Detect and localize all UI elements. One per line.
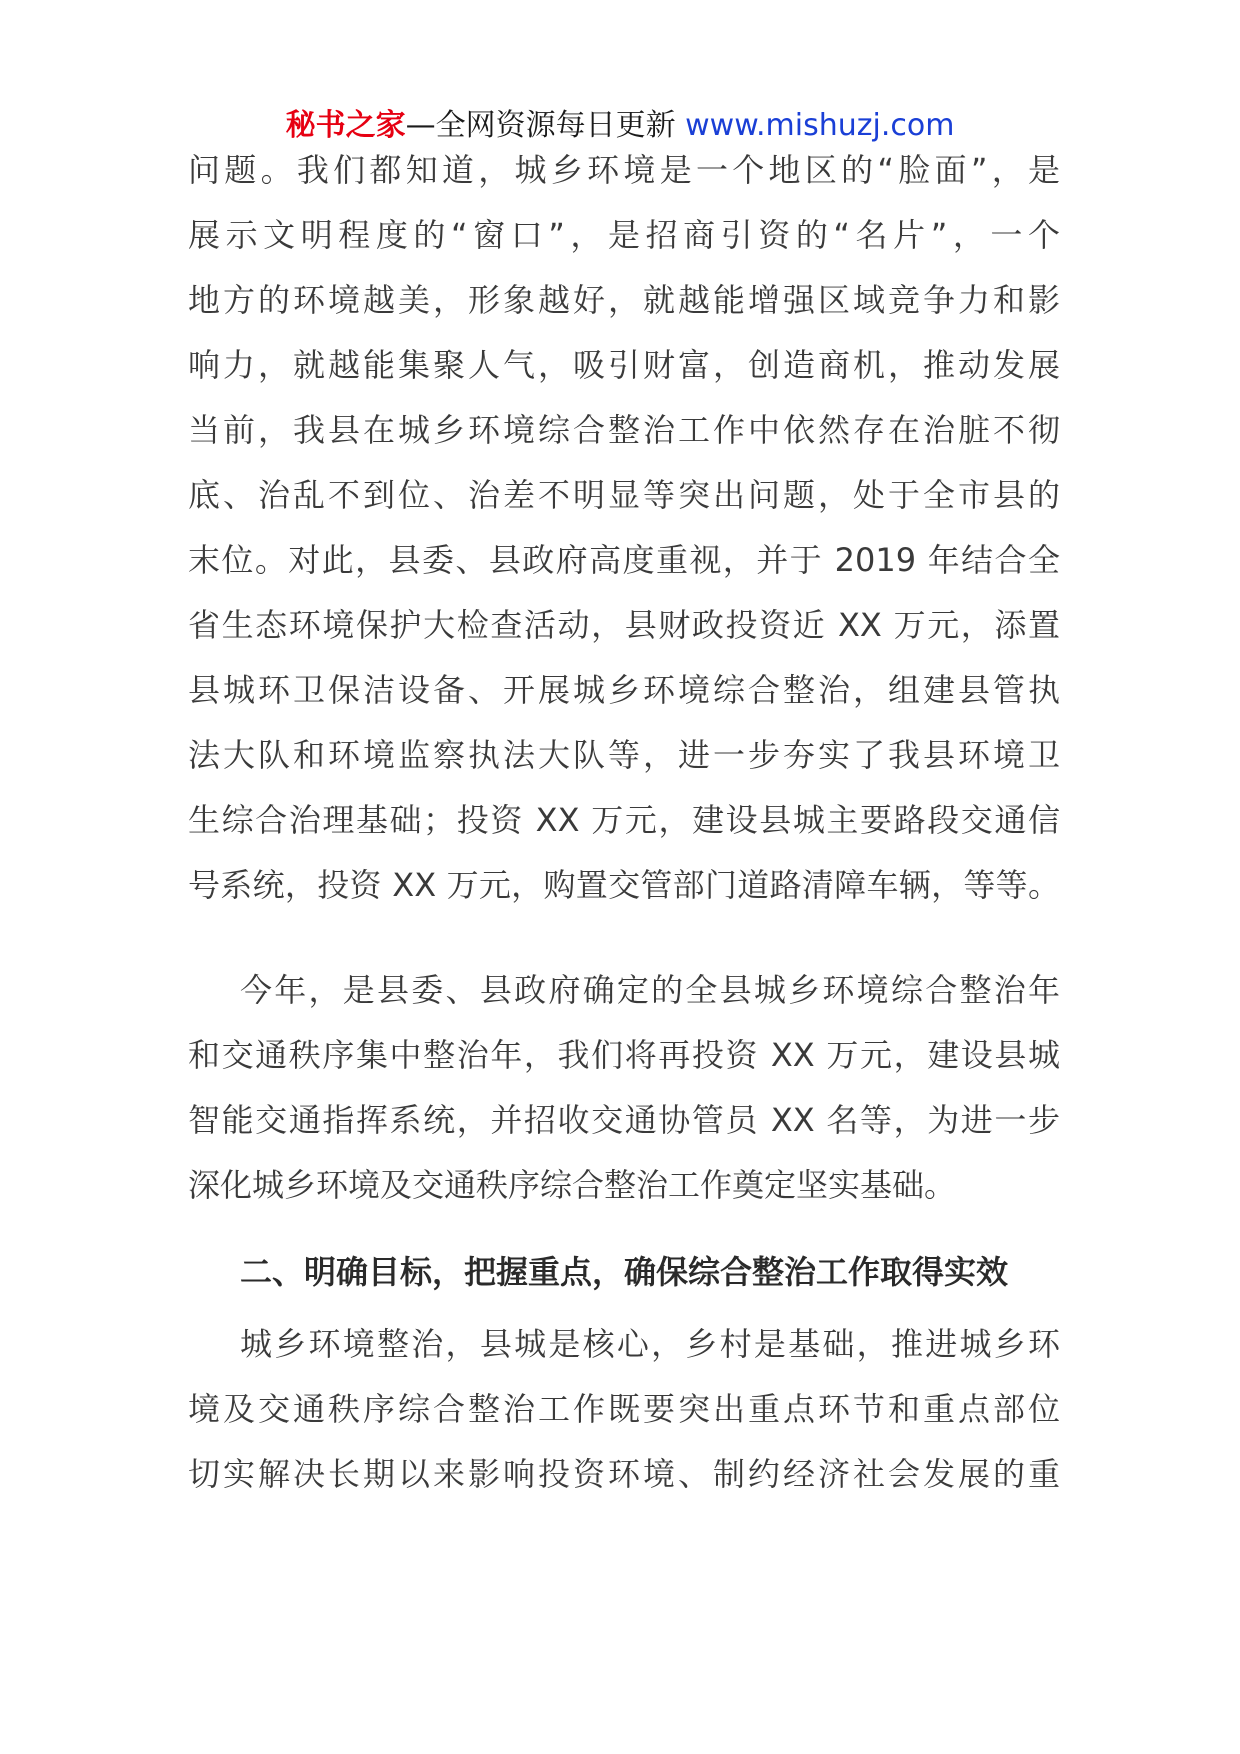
- text-line: 号系统，投资 XX 万元，购置交管部门道路清障车辆，等等。: [188, 866, 1060, 904]
- text-line: 问题。我们都知道，城乡环境是一个地区的“脸面”，是: [188, 151, 1060, 189]
- paragraph-2: [188, 958, 1060, 1218]
- text-line: 境及交通秩序综合整治工作既要突出重点环节和重点部位: [188, 1390, 1060, 1428]
- text-line: 生综合治理基础；投资 XX 万元，建设县城主要路段交通信: [188, 801, 1060, 839]
- text-line: 智能交通指挥系统，并招收交通协管员 XX 名等，为进一步: [188, 1101, 1060, 1139]
- text-line: 和交通秩序集中整治年，我们将再投资 XX 万元，建设县城: [188, 1036, 1060, 1074]
- text-line: 底、治乱不到位、治差不明显等突出问题，处于全市县的: [188, 476, 1060, 514]
- header-slogan: —全网资源每日更新: [405, 108, 676, 143]
- text-line: 城乡环境整治，县城是核心，乡村是基础，推进城乡环: [240, 1325, 1060, 1363]
- paragraph-3: [188, 1312, 1060, 1507]
- text-line: 地方的环境越美，形象越好，就越能增强区域竞争力和影: [188, 281, 1060, 319]
- text-line: 县城环卫保洁设备、开展城乡环境综合整治，组建县管执: [188, 671, 1060, 709]
- text-line: 省生态环境保护大检查活动，县财政投资近 XX 万元，添置: [188, 606, 1060, 644]
- site-url-link[interactable]: www.mishuzj.com: [685, 108, 955, 143]
- text-line: 切实解决长期以来影响投资环境、制约经济社会发展的重: [188, 1455, 1060, 1493]
- paragraph-1: [188, 138, 1060, 918]
- text-line: 末位。对此，县委、县政府高度重视，并于 2019 年结合全: [188, 541, 1060, 579]
- text-line: 今年，是县委、县政府确定的全县城乡环境综合整治年: [240, 971, 1060, 1009]
- text-line: 深化城乡环境及交通秩序综合整治工作奠定坚实基础。: [188, 1166, 957, 1204]
- text-line: 当前，我县在城乡环境综合整治工作中依然存在治脏不彻: [188, 411, 1060, 449]
- text-line: 响力，就越能集聚人气，吸引财富，创造商机，推动发展: [188, 346, 1060, 384]
- text-line: 展示文明程度的“窗口”，是招商引资的“名片”，一个: [188, 216, 1060, 254]
- section-heading: 二、明确目标，把握重点，确保综合整治工作取得实效: [240, 1253, 1009, 1291]
- brand-name: 秘书之家: [285, 108, 406, 143]
- text-line: 法大队和环境监察执法大队等，进一步夯实了我县环境卫: [188, 736, 1060, 774]
